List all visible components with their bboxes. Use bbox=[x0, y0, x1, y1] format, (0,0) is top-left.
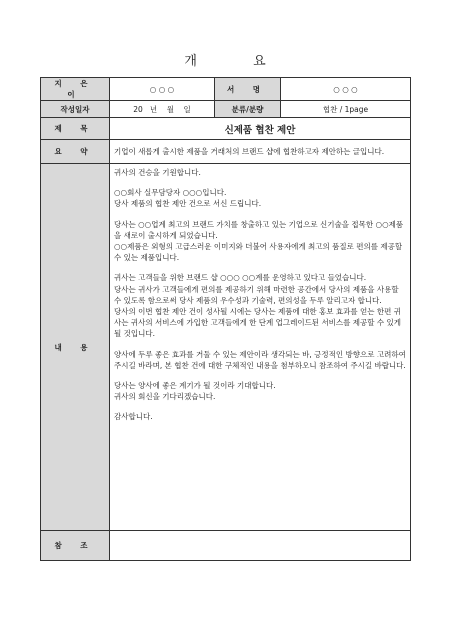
content-paragraph: 귀사는 고객들을 위한 브랜드 샵 ○○○ ○○계를 운영하고 있다고 들었습니다. 당사는 귀사가 고객들에게 편의를 제공하기 위해 마련한 공간에서 당사의 제품을 사용할 수 있도록 함으로써 당사 제품의 우수성과 기술력, 편의성을 두루 알리고자 합니다. 당사의 이번 협찬 제안 건이 성사될 시에는 당사는 제품에 대한 홍보 효과를 얻는 한편 귀사는 귀사의 서비스에 가입한 고객들에게 한 단계 업그레이드된 서비스를 제공할 수 있게 될 것입니다. bbox=[114, 273, 402, 339]
reference-label: 참 조 bbox=[41, 531, 110, 561]
signature-label: 서 명 bbox=[215, 78, 281, 101]
content-paragraph: 양사에 두루 좋은 효과를 거둘 수 있는 제안이라 생각되는 바, 긍정적인 방향으로 고려하여 주시길 바라며, 본 협찬 건에 대한 구체적인 내용을 첨부하오니 참조하여 주시길 바랍니다. bbox=[114, 349, 406, 370]
author-value: ○ ○ ○ bbox=[110, 78, 215, 101]
date-label: 작성일자 bbox=[41, 101, 110, 118]
overview-table bbox=[40, 77, 411, 561]
category-value: 협찬 / 1page bbox=[281, 101, 411, 118]
content-paragraph: 당사는 양사에 좋은 계기가 될 것이라 기대합니다. 귀사의 회신을 기다리겠습니다. bbox=[114, 381, 276, 402]
signature-value: ○ ○ ○ bbox=[281, 78, 411, 101]
category-label: 분류/분량 bbox=[215, 101, 281, 118]
subject-value: 신제품 협찬 제안 bbox=[110, 118, 411, 140]
subject-label: 제 목 bbox=[41, 118, 110, 140]
date-value: 20 년 월 일 bbox=[110, 101, 215, 118]
content-label: 내 용 bbox=[41, 164, 110, 531]
document-title: 개 요 bbox=[184, 54, 292, 69]
content-paragraph: 귀사의 건승을 기원합니다. bbox=[114, 168, 201, 177]
content-paragraph: 당사는 ○○업계 최고의 브랜드 가치를 창출하고 있는 기업으로 신기술을 접목한 ○○제품을 새로이 출시하게 되었습니다. ○○제품은 외형의 고급스러운 이미지와 더불어 사용자에게 최고의 품질로 편의를 제공할 수 있는 제품입니다. bbox=[114, 219, 404, 263]
summary-value: 기업이 새롭게 출시한 제품을 거래처의 브랜드 샵에 협찬하고자 제안하는 글입니다. bbox=[110, 140, 411, 164]
summary-label: 요 약 bbox=[41, 140, 110, 164]
content-paragraph: ○○회사 실무담당자 ○○○입니다. 당사 제품의 협찬 제안 건으로 서신 드립니다. bbox=[114, 188, 262, 209]
content-body bbox=[110, 164, 411, 531]
content-paragraph: 감사합니다. bbox=[114, 412, 153, 422]
author-label: 지 은 이 bbox=[41, 78, 110, 101]
reference-value bbox=[110, 531, 411, 561]
